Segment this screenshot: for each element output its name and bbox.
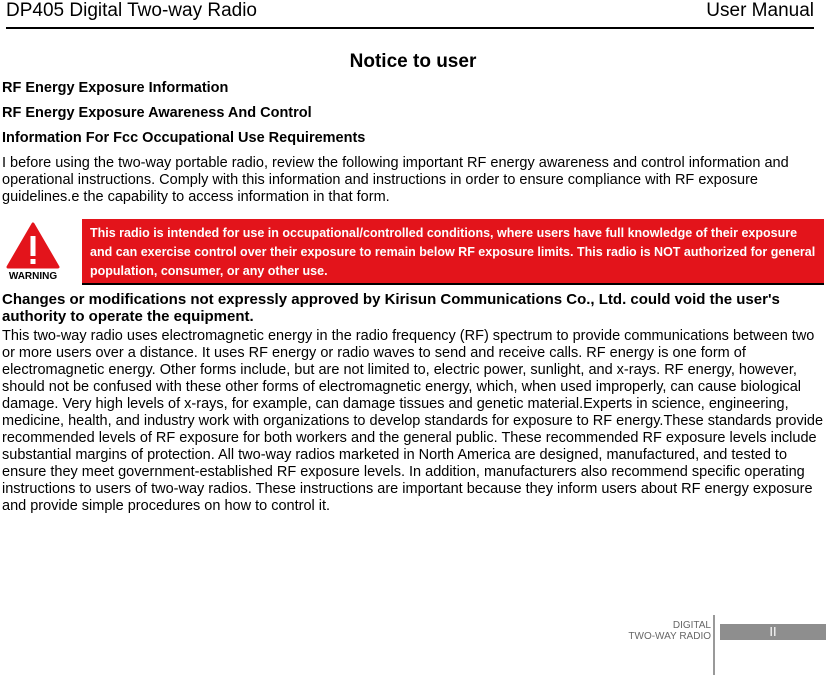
heading-rf-awareness: RF Energy Exposure Awareness And Control — [2, 105, 312, 121]
page-number: II — [720, 624, 826, 640]
header-product-name: DP405 Digital Two-way Radio — [6, 0, 257, 21]
footer-divider — [713, 615, 715, 675]
header-manual-label: User Manual — [706, 0, 814, 21]
footer-logo-line1: DIGITAL — [672, 620, 711, 631]
footer-logo — [615, 620, 711, 642]
warning-triangle-icon — [2, 221, 64, 283]
intro-paragraph: I before using the two-way portable radio, review the following important RF energy awareness and control information and operational instructions. Comply with this information and instructions in order to ensure compliance with RF exposure guidelines.e the capability to access information in that form. — [2, 155, 789, 205]
page-title: Notice to user — [349, 51, 477, 72]
changes-notice: Changes or modifications not expressly approved by Kirisun Communications Co., Ltd. could void the user's authority to operate the equipment. — [2, 291, 780, 325]
footer-logo-line2: TWO-WAY RADIO — [628, 631, 711, 642]
heading-rf-exposure-info: RF Energy Exposure Information — [2, 80, 229, 96]
page-header — [6, 0, 814, 29]
warning-box — [0, 219, 824, 285]
warning-banner: This radio is intended for use in occupational/controlled conditions, where users have full knowledge of their exposure and can exercise control over their exposure to remain below RF exposure limits. This radio is NOT authorized for general population, consumer, or any other use. — [82, 219, 824, 285]
warning-label: WARNING — [8, 271, 58, 282]
body-paragraph: This two-way radio uses electromagnetic energy in the radio frequency (RF) spectrum to provide communications between two or more users over a distance. It uses RF energy or radio waves to send and receive calls. RF energy is one form of electromagnetic energy. Other forms include, but are not limited to, electric power, sunlight, and x-rays. RF energy, however, should not be confused with these other forms of electromagnetic energy, which, when used improperly, can cause biological damage. Very high levels of x-rays, for example, can damage tissues and genetic material.Experts in science, engineering, medicine, health, and industry work with organizations to develop standards for exposure to RF energy.These standards provide recommended levels of RF exposure for both workers and the general public. These recommended RF exposure levels include substantial margins of protection. All two-way radios marketed in North America are designed, manufactured, and tested to ensure they meet government-established RF exposure levels. In addition, manufacturers also recommend specific operating instructions to users of two-way radios. These instructions are important because they inform users about RF energy exposure and provide simple procedures on how to control it. — [2, 328, 824, 514]
heading-fcc-requirements: Information For Fcc Occupational Use Requirements — [2, 130, 366, 146]
